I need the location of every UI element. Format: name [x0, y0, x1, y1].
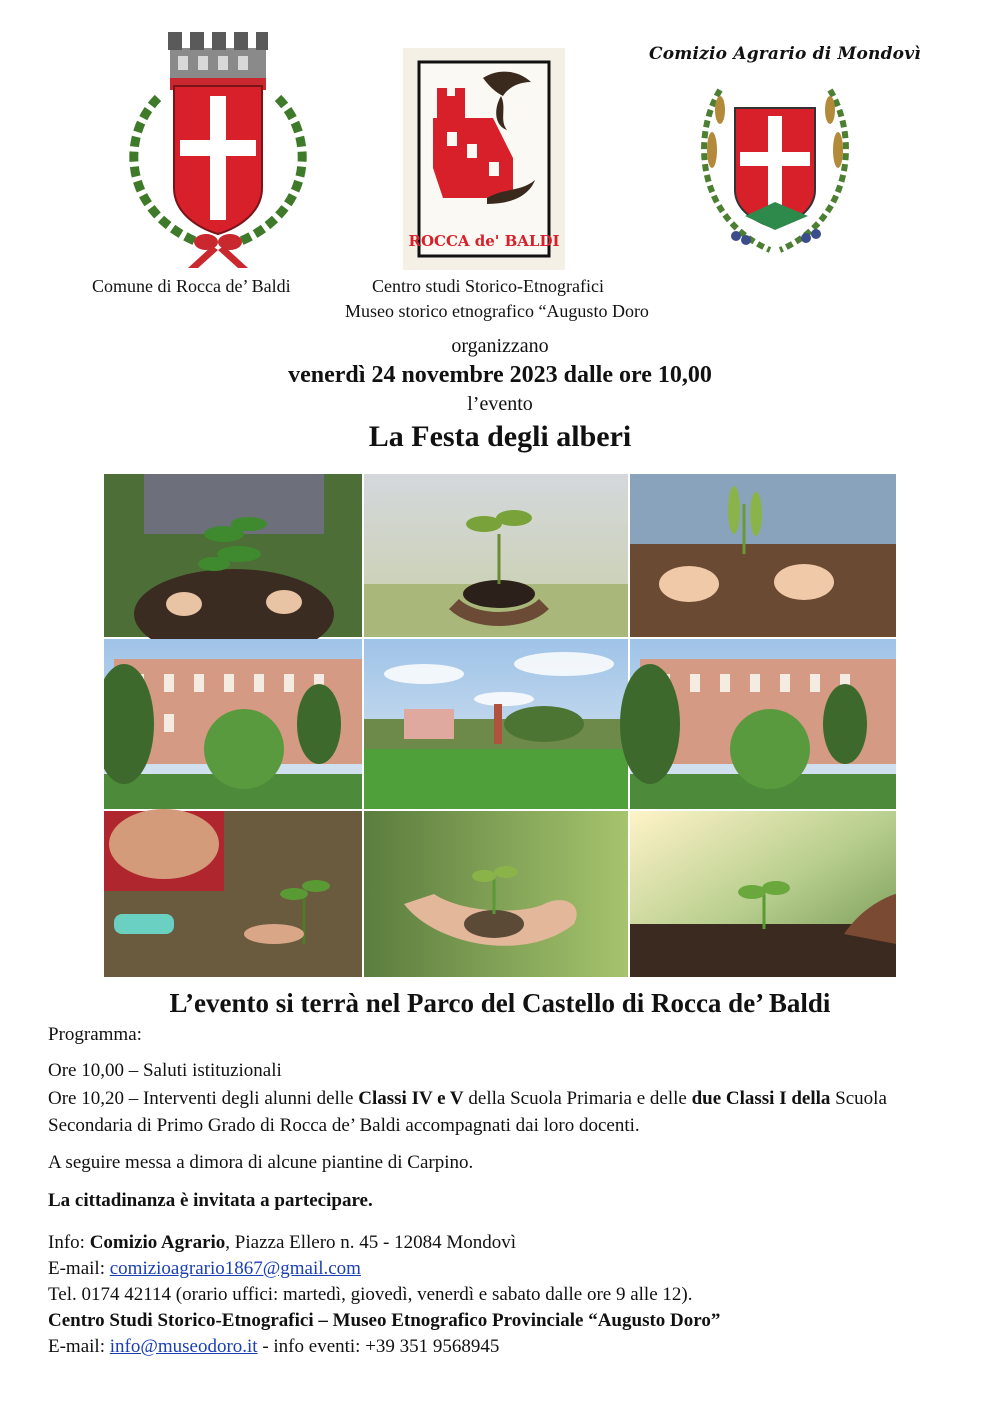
program-item-2-a: Ore 10,20 – Interventi degli alunni delle	[48, 1088, 359, 1109]
program-item-2-classes: Classi IV e V	[358, 1088, 464, 1109]
info-line-tel: Tel. 0174 42114 (orario uffici: martedì, giovedì, venerdì e sabato dalle ore 9 alle 12).	[48, 1284, 693, 1305]
event-venue: L’evento si terrà nel Parco del Castello di Rocca de’ Baldi	[169, 988, 831, 1018]
event-date: venerdì 24 novembre 2023 dalle ore 10,00	[288, 362, 712, 388]
email-link-museo[interactable]: info@museodoro.it	[109, 1336, 258, 1357]
info-line-address	[48, 1230, 958, 1256]
comune-coat-of-arms	[118, 28, 318, 273]
org-comune-label: Comune di Rocca de’ Baldi	[92, 276, 291, 296]
email-label-1: E-mail:	[48, 1258, 110, 1279]
program-item-2	[48, 1085, 953, 1139]
photo-child-hands-soil	[630, 474, 896, 637]
crown-icon	[168, 32, 268, 90]
photo-palms-seedling	[364, 811, 628, 977]
photo-collage	[104, 474, 896, 977]
organizzano-text: organizzano	[451, 335, 549, 357]
rocca-de-baldi-logo	[403, 48, 565, 270]
photo-hands-plant-1	[104, 474, 362, 659]
email-link-comizio[interactable]: comizioagrario1867@gmail.com	[109, 1258, 361, 1279]
photo-castle-park-2	[620, 639, 896, 809]
svg-text:ROCCA de' BALDI: ROCCA de' BALDI	[408, 232, 560, 250]
program-item-3: A seguire messa a dimora di alcune piantine di Carpino.	[48, 1152, 474, 1173]
email-label-2: E-mail:	[48, 1336, 110, 1357]
org-centro-studi-label: Centro studi Storico-Etnografici	[372, 276, 604, 296]
comizio-agrario-title: Comizio Agrario di Mondovì	[649, 44, 921, 64]
info-block	[48, 1230, 958, 1360]
info-address: , Piazza Ellero n. 45 - 12084 Mondovì	[225, 1232, 517, 1253]
info-org: Comizio Agrario	[89, 1232, 226, 1253]
info-line-email-1	[48, 1256, 958, 1282]
info-eventi: - info eventi: +39 351 9568945	[257, 1336, 500, 1357]
levento-text: l’evento	[467, 393, 533, 415]
photo-castle-park-1	[104, 639, 362, 809]
photo-sunlit-seedling	[630, 811, 896, 977]
info-line-email-2	[48, 1334, 958, 1360]
invitation-text: La cittadinanza è invitata a partecipare.	[48, 1190, 373, 1211]
org-museo-label: Museo storico etnografico “Augusto Doro	[345, 301, 649, 321]
event-title: La Festa degli alberi	[368, 420, 632, 453]
program-item-2-secondary-classes: due Classi I della	[691, 1088, 831, 1109]
info-line-centro: Centro Studi Storico-Etnografici – Museo Etnografico Provinciale “Augusto Doro”	[48, 1310, 721, 1331]
program-item-1: Ore 10,00 – Saluti istituzionali	[48, 1060, 282, 1081]
program-heading: Programma:	[48, 1024, 142, 1045]
photo-child-planting	[104, 809, 362, 977]
ribbon-icon	[188, 234, 248, 268]
program-item-2-c: della Scuola Primaria e delle	[463, 1088, 692, 1109]
photo-hands-sprout-sky	[364, 474, 628, 637]
comizio-agrario-emblem	[690, 40, 860, 262]
program-item-2-e: Scuola Secondaria di Primo Grado di Rocca de’ Baldi accompagnati dai loro docenti.	[48, 1088, 887, 1136]
photo-village-field	[364, 639, 628, 809]
info-label: Info:	[48, 1232, 90, 1253]
